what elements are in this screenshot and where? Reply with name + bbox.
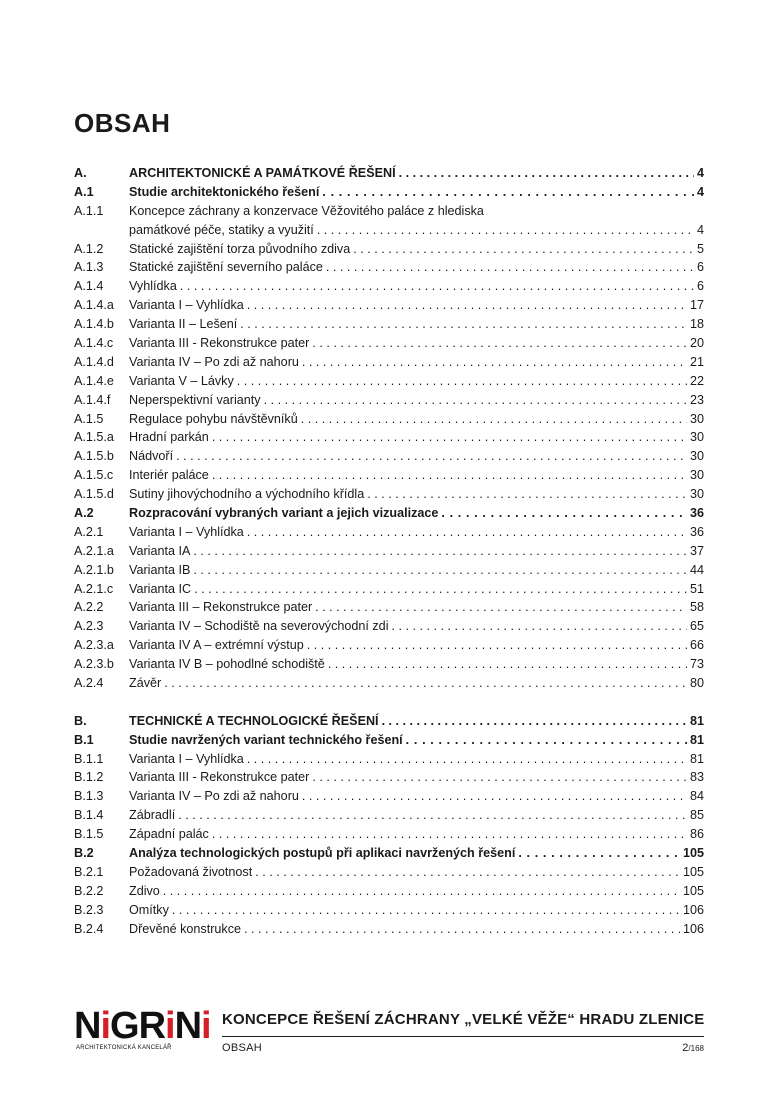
toc-entry-number: B.2.3 [74,902,104,917]
toc-entry-number: A.1.5.a [74,430,114,445]
toc-entry[interactable] [74,296,704,315]
footer-section-label: OBSAH [222,1042,263,1054]
toc-dot-leader [307,636,687,655]
toc-entry-title: Západní palác [129,827,209,842]
toc-dot-leader [176,447,687,466]
toc-entry-title: Závěr [129,676,162,691]
toc-entry[interactable] [74,466,704,485]
toc-entry[interactable] [74,164,704,183]
logo-subtitle: ARCHITEKTONICKÁ KANCELÁŘ [76,1045,172,1051]
toc-entry-title: Varianta I – Vyhlídka [129,524,244,539]
toc-entry-page: 36 [689,506,704,521]
toc-dot-leader [326,258,694,277]
toc-entry[interactable] [74,731,704,750]
toc-entry-number: A.2.1.a [74,543,114,558]
toc-entry[interactable] [74,598,704,617]
toc-entry-title: Sutiny jihovýchodního a východního křídla [129,487,365,502]
toc-dot-leader [382,712,687,731]
toc-entry-number: B. [74,713,87,728]
toc-entry-title: Varianta IC [129,581,192,596]
toc-dot-leader [163,882,680,901]
toc-dot-leader [212,825,687,844]
toc-entry-title: Varianta III – Rekonstrukce pater [129,600,313,615]
toc-entry[interactable] [74,315,704,334]
toc-dot-leader [315,598,687,617]
logo-letter: GR [110,1005,166,1047]
toc-entry-page: 21 [689,354,704,369]
toc-entry-number: A.2.3 [74,619,104,634]
toc-entry-title: Varianta II – Lešení [129,317,238,332]
toc-entry-title: Varianta V – Lávky [129,373,234,388]
toc-entry-title: Varianta IV A – extrémní výstup [129,638,304,653]
toc-entry[interactable] [74,183,704,202]
toc-entry-title: Omítky [129,902,169,917]
toc-entry-page: 85 [689,808,704,823]
toc-entry-number: A.1.1 [74,203,104,218]
toc-entry[interactable] [74,825,704,844]
toc-dot-leader [178,806,687,825]
toc-entry[interactable] [74,504,704,523]
toc-entry-page: 17 [689,298,704,313]
toc-entry-page: 83 [689,770,704,785]
toc-entry-title: Varianta IA [129,543,191,558]
logo-letter-accent: i [100,1005,111,1047]
toc-entry-number: A.1.5.d [74,487,114,502]
toc-entry-page: 30 [689,449,704,464]
table-of-contents [74,164,704,939]
toc-entry[interactable] [74,580,704,599]
footer-divider [222,1036,704,1037]
logo-letter: N [74,1005,101,1047]
toc-entry-number: A.1.3 [74,260,104,275]
toc-entry-number: A.1.5.b [74,449,114,464]
toc-dot-leader [302,353,687,372]
toc-dot-leader [193,561,687,580]
toc-entry[interactable] [74,617,704,636]
toc-entry-title: Varianta III - Rekonstrukce pater [129,336,310,350]
toc-entry-number: B.2.4 [74,921,104,936]
toc-entry-number: A.2.4 [74,676,104,691]
toc-dot-leader [392,617,687,636]
toc-entry-title: Varianta III - Rekonstrukce pater [129,770,310,785]
page-title: OBSAH [74,108,171,138]
toc-entry-title: Hradní parkán [129,430,209,445]
toc-entry-number: B.1 [74,732,94,747]
logo-letter: N [174,1005,202,1047]
toc-entry-title: Rozpracování vybraných variant a jejich vizualizace [129,506,439,521]
toc-entry-number: A.1.4.c [74,336,114,350]
toc-entry-number: B.2.2 [74,883,104,898]
toc-dot-leader [406,731,687,750]
toc-entry-number: B.1.5 [74,827,104,842]
toc-entry-number: A.1.2 [74,241,104,256]
toc-entry-number: A.2.1 [74,524,104,539]
logo-letter-accent: i [165,1005,175,1047]
toc-dot-leader [212,428,687,447]
toc-entry-number: A.1.4.e [74,373,114,388]
toc-entry-page: 20 [689,336,704,350]
toc-entry-number: A.1.4 [74,279,104,294]
toc-entry-number: B.2 [74,846,94,861]
toc-dot-leader [353,240,694,259]
toc-entry-title: Varianta IB [129,562,191,577]
toc-entry-page: 22 [689,373,704,388]
toc-dot-leader [247,750,687,769]
toc-entry-page: 6 [696,260,704,275]
toc-entry-title: Statické zajištění torza původního zdiva [129,241,351,256]
company-logo [74,1005,211,1056]
logo-wordmark [74,1006,211,1046]
toc-entry-page: 4 [696,184,704,199]
toc-entry-title: Studie architektonického řešení [129,184,320,199]
toc-entry-page: 30 [689,411,704,426]
toc-entry-page: 81 [689,732,704,747]
toc-entry[interactable] [74,920,704,939]
toc-dot-leader [247,523,687,542]
toc-entry-page: 65 [689,619,704,634]
toc-entry[interactable] [74,485,704,504]
toc-dot-leader [244,920,680,939]
toc-entry-page: 37 [689,543,704,558]
toc-dot-leader [322,183,694,202]
toc-entry-title: Interiér paláce [129,468,209,483]
toc-entry[interactable] [74,655,704,674]
toc-entry[interactable] [74,844,704,863]
toc-spacer [74,693,704,712]
toc-entry[interactable] [74,712,704,731]
toc-entry[interactable] [74,901,704,920]
toc-dot-leader [301,410,687,429]
toc-dot-leader [312,768,687,787]
toc-dot-leader [441,504,687,523]
document-title: KONCEPCE ŘEŠENÍ ZÁCHRANY „VELKÉ VĚŽE“ HRADU ZLENICE [222,1011,705,1028]
toc-entry[interactable] [74,391,704,410]
toc-dot-leader [317,221,694,240]
toc-entry-page: 18 [689,317,704,332]
toc-dot-leader [247,296,687,315]
toc-dot-leader [367,485,687,504]
toc-entry-title: Regulace pohybu návštěvníků [129,411,298,426]
logo-letter-accent: i [201,1005,211,1047]
toc-dot-leader [237,372,687,391]
toc-entry-number: A.2.3.b [74,657,114,672]
toc-entry-page: 30 [689,468,704,483]
toc-entry[interactable] [74,806,704,825]
toc-dot-leader [194,580,687,599]
toc-dot-leader [264,391,687,410]
toc-entry-title: Varianta I – Vyhlídka [129,751,244,766]
toc-entry[interactable] [74,202,704,221]
toc-entry-page: 66 [689,638,704,653]
toc-entry-title: památkové péče, statiky a využití [129,222,314,237]
toc-entry[interactable] [74,523,704,542]
toc-entry[interactable] [74,787,704,806]
toc-dot-leader [255,863,680,882]
toc-dot-leader [172,901,680,920]
toc-dot-leader [240,315,687,334]
toc-entry-title: Varianta IV B – pohodlné schodiště [129,657,325,672]
toc-entry-title: Studie navržených variant technického řešení [129,732,403,747]
toc-entry-title: TECHNICKÉ A TECHNOLOGICKÉ ŘEŠENÍ [129,713,379,728]
toc-dot-leader [312,334,687,353]
toc-entry-page: 80 [689,676,704,691]
toc-entry-page: 106 [682,902,704,917]
toc-entry-title: Zábradlí [129,808,176,823]
current-page: 2 [682,1042,689,1054]
toc-entry-title: Analýza technologických postupů při aplikaci navržených řešení [129,846,516,861]
toc-entry[interactable] [74,636,704,655]
toc-entry[interactable] [74,542,704,561]
toc-entry[interactable] [74,674,704,693]
toc-entry-number: B.1.4 [74,808,104,823]
toc-entry[interactable] [74,561,704,580]
toc-entry[interactable] [74,863,704,882]
toc-dot-leader [180,277,694,296]
toc-entry-page: 44 [689,562,704,577]
toc-entry-page: 6 [696,279,704,294]
toc-dot-leader [328,655,687,674]
toc-entry[interactable] [74,750,704,769]
toc-entry-page: 84 [689,789,704,804]
toc-entry-title: Koncepce záchrany a konzervace Věžovitého paláce z hlediska [129,203,484,218]
toc-entry[interactable] [74,428,704,447]
toc-entry[interactable] [74,334,704,353]
toc-dot-leader [164,674,687,693]
toc-entry[interactable] [74,277,704,296]
toc-entry-title: Vyhlídka [129,279,177,294]
toc-entry[interactable] [74,353,704,372]
toc-entry[interactable] [74,769,704,788]
toc-dot-leader [399,164,694,183]
toc-entry-number: A.2.3.a [74,638,114,653]
toc-dot-leader [518,844,680,863]
toc-entry-page: 86 [689,827,704,842]
toc-entry-title: Požadovaná životnost [129,864,253,879]
toc-dot-leader [302,787,687,806]
toc-entry-page: 51 [689,581,704,596]
toc-entry-number: A.2 [74,506,94,521]
toc-entry-page: 106 [682,921,704,936]
toc-entry-number: A.1.4.a [74,298,114,313]
toc-entry-page: 58 [689,600,704,615]
toc-entry-title: Nádvoří [129,449,174,464]
toc-entry-number: A.1.5.c [74,468,114,483]
toc-entry-number: A.1.5 [74,411,104,426]
toc-entry[interactable] [74,410,704,429]
toc-entry-number: A.2.1.c [74,581,114,596]
toc-entry[interactable] [74,221,704,240]
toc-entry-page: 5 [696,241,704,256]
toc-entry-number: B.2.1 [74,864,104,879]
toc-entry-page: 105 [682,883,704,898]
toc-entry[interactable] [74,240,704,259]
toc-dot-leader [212,466,687,485]
toc-entry-title: ARCHITEKTONICKÉ A PAMÁTKOVÉ ŘEŠENÍ [129,165,396,180]
toc-entry-number: B.1.3 [74,789,104,804]
toc-entry-title: Varianta IV – Po zdi až nahoru [129,354,299,369]
toc-entry[interactable] [74,372,704,391]
toc-entry-title: Neperspektivní varianty [129,392,261,407]
toc-entry-title: Varianta IV – Po zdi až nahoru [129,789,299,804]
toc-entry-page: 81 [689,713,704,728]
toc-entry-number: B.1.2 [74,770,104,785]
toc-entry-page: 105 [682,864,704,879]
toc-entry[interactable] [74,258,704,277]
toc-entry-page: 36 [689,524,704,539]
toc-entry-title: Statické zajištění severního paláce [129,260,323,275]
toc-entry-number: A.2.2 [74,600,104,615]
toc-entry-title: Dřevěné konstrukce [129,921,241,936]
toc-entry-page: 4 [696,222,704,237]
toc-entry-page: 73 [689,657,704,672]
toc-entry-page: 30 [689,487,704,502]
page-number [682,1042,704,1054]
toc-entry-number: B.1.1 [74,751,104,766]
toc-entry-number: A.1.4.d [74,354,114,369]
toc-entry-page: 4 [696,165,704,180]
toc-entry-title: Varianta IV – Schodiště na severovýchodní zdi [129,619,389,634]
toc-entry-number: A.1 [74,184,94,199]
toc-entry-number: A.1.4.f [74,392,111,407]
toc-entry-number: A. [74,165,87,180]
toc-entry-number: A.2.1.b [74,562,114,577]
toc-entry-page: 81 [689,751,704,766]
toc-entry-page: 23 [689,392,704,407]
toc-entry-page: 30 [689,430,704,445]
toc-entry-title: Zdivo [129,883,160,898]
toc-entry-number: A.1.4.b [74,317,114,332]
total-pages: /168 [688,1044,704,1053]
toc-dot-leader [193,542,687,561]
toc-entry[interactable] [74,882,704,901]
toc-entry-title: Varianta I – Vyhlídka [129,298,244,313]
toc-entry-page: 105 [682,846,704,861]
toc-entry[interactable] [74,447,704,466]
